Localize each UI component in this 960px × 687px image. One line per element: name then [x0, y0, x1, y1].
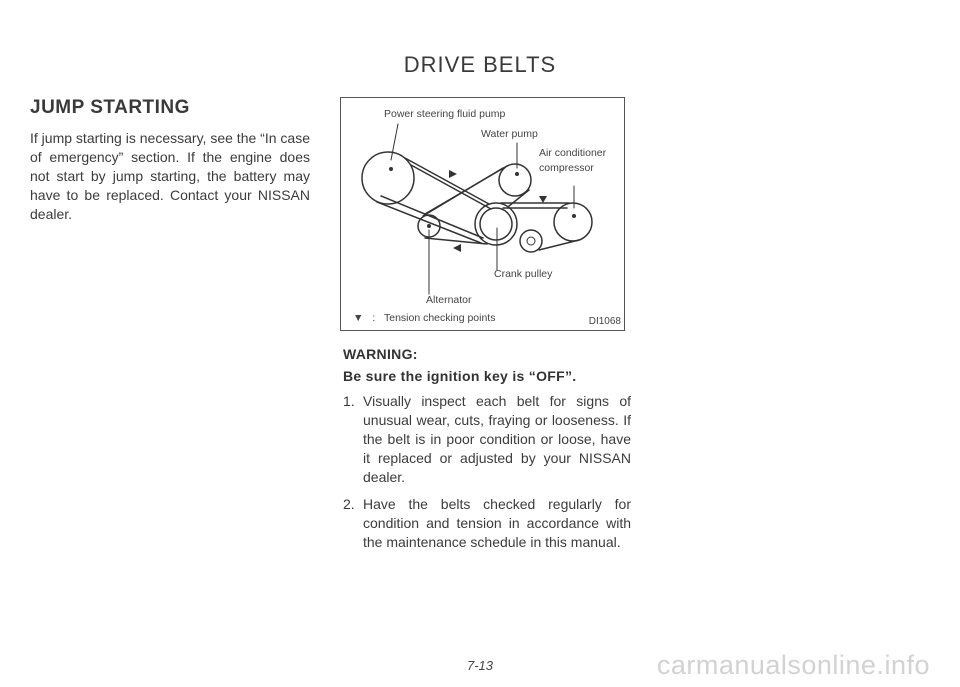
label-power-steering: Power steering fluid pump: [384, 108, 506, 120]
label-crank-pulley: Crank pulley: [494, 268, 553, 280]
idler-center: [527, 237, 535, 245]
warning-title: WARNING:: [343, 346, 418, 362]
page-number: 7-13: [466, 658, 494, 673]
warning-section: [343, 346, 631, 560]
legend-separator: :: [372, 312, 376, 324]
label-ac-line1: Air conditioner: [539, 147, 607, 159]
figure-id: DI1068: [588, 316, 621, 327]
tension-legend-icon: ▼: [353, 312, 364, 324]
list-item-number: 2.: [343, 496, 355, 512]
label-water-pump: Water pump: [481, 128, 538, 140]
legend: [353, 312, 495, 324]
jump-starting-text: If jump starting is necessary, see the “In case of emergency” section. If the engine does not start by jump starting, the battery may have to be replaced. Contact your NISSAN dealer.: [30, 130, 310, 222]
list-item-number: 1.: [343, 393, 355, 409]
list-item: [343, 495, 631, 552]
warning-subtitle: Be sure the ignition key is “OFF”.: [343, 368, 577, 384]
tension-point-marker: [539, 196, 547, 203]
list-item: [343, 392, 631, 487]
tension-point-marker: [453, 244, 461, 252]
tension-point-marker: [449, 170, 457, 178]
legend-text: Tension checking points: [383, 312, 496, 324]
inspection-list: [343, 392, 631, 552]
page-title: DRIVE BELTS: [403, 52, 557, 77]
list-item-text: Visually inspect each belt for signs of unusual wear, cuts, fraying or looseness. If the belt is in poor condition or loose, have it replaced or adjusted by your NISSAN dealer.: [363, 393, 631, 485]
section-title: JUMP STARTING: [30, 97, 190, 118]
label-alternator: Alternator: [426, 294, 472, 306]
water-pump-pulley: [499, 164, 531, 196]
power-steering-pulley: [362, 152, 414, 204]
idler-pulley: [520, 230, 542, 252]
jump-starting-section: [30, 97, 310, 224]
watermark: carmanualsonline.info: [656, 650, 930, 680]
drive-belt-diagram: [340, 97, 625, 331]
label-ac-line2: compressor: [539, 162, 594, 174]
list-item-text: Have the belts checked regularly for condition and tension in accordance with the maintenance schedule in this manual.: [363, 496, 631, 550]
crank-pulley-outer: [475, 203, 517, 245]
crank-pulley-inner: [480, 208, 512, 240]
